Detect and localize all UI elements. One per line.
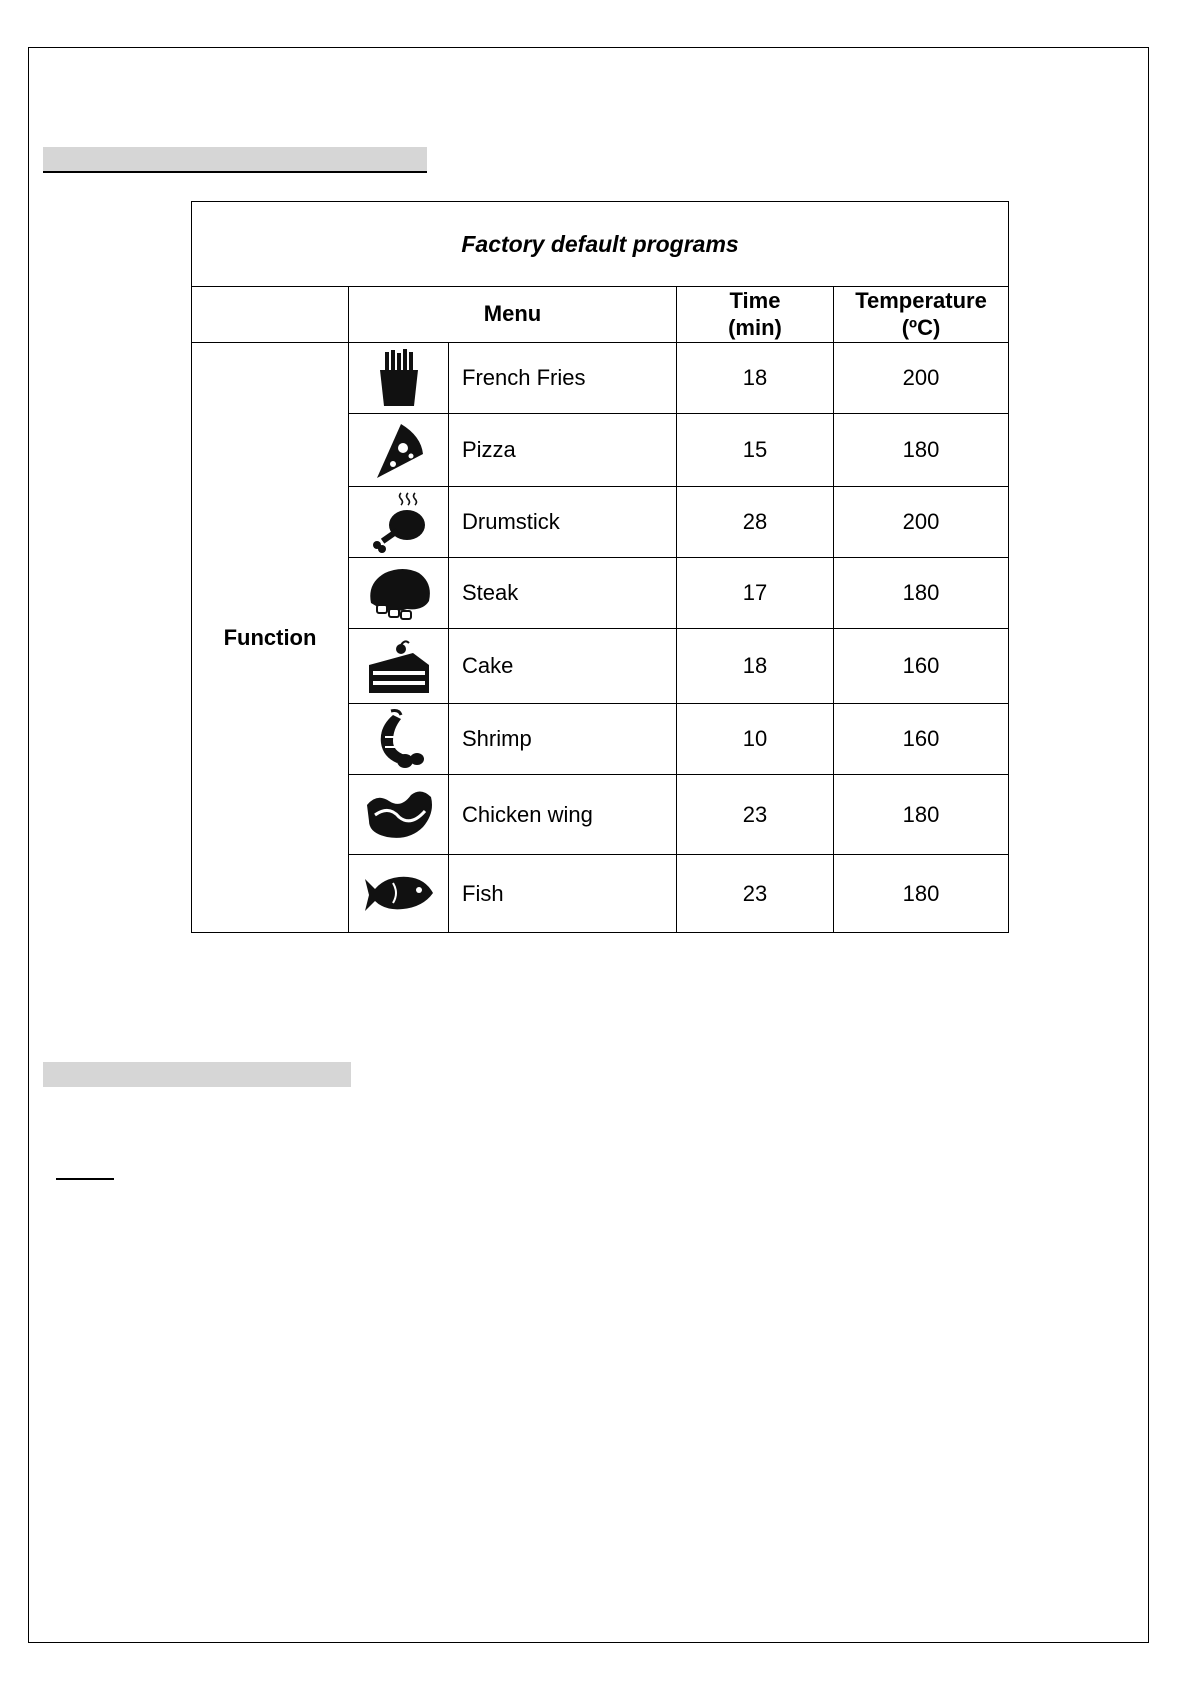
time-value: 23 (677, 775, 834, 855)
time-value: 18 (677, 629, 834, 704)
menu-item-name: Chicken wing (449, 775, 677, 855)
temperature-value: 180 (834, 855, 1009, 933)
menu-item-name: Steak (449, 558, 677, 629)
function-label: Function (192, 343, 349, 933)
temperature-value: 180 (834, 558, 1009, 629)
chicken-wing-icon (349, 775, 449, 855)
header-time (677, 287, 834, 343)
table-title: Factory default programs (192, 202, 1009, 287)
french-fries-icon (349, 343, 449, 414)
menu-item-name: Fish (449, 855, 677, 933)
time-value: 23 (677, 855, 834, 933)
subheading-underline (56, 1178, 114, 1180)
time-value: 28 (677, 487, 834, 558)
section-heading-bar (43, 1062, 351, 1087)
header-temperature-label: Temperature (855, 288, 987, 314)
time-value: 10 (677, 704, 834, 775)
drumstick-icon (349, 487, 449, 558)
cake-icon (349, 629, 449, 704)
header-menu: Menu (349, 287, 677, 343)
menu-item-name: Pizza (449, 414, 677, 487)
time-value: 15 (677, 414, 834, 487)
temperature-value: 160 (834, 629, 1009, 704)
shrimp-icon (349, 704, 449, 775)
time-value: 18 (677, 343, 834, 414)
temperature-value: 180 (834, 414, 1009, 487)
pizza-icon (349, 414, 449, 487)
fish-icon (349, 855, 449, 933)
header-temperature (834, 287, 1009, 343)
temperature-value: 200 (834, 343, 1009, 414)
temperature-value: 200 (834, 487, 1009, 558)
temperature-value: 180 (834, 775, 1009, 855)
header-time-label: Time (729, 288, 781, 314)
menu-item-name: French Fries (449, 343, 677, 414)
time-value: 17 (677, 558, 834, 629)
section-heading-bar (43, 147, 427, 173)
header-temperature-unit: (ºC) (901, 314, 941, 340)
header-time-unit: (min) (728, 314, 782, 340)
menu-item-name: Drumstick (449, 487, 677, 558)
temperature-value: 160 (834, 704, 1009, 775)
menu-item-name: Cake (449, 629, 677, 704)
steak-icon (349, 558, 449, 629)
table-row (192, 343, 1009, 414)
factory-programs-table (191, 201, 1009, 933)
header-empty-cell (192, 287, 349, 343)
menu-item-name: Shrimp (449, 704, 677, 775)
